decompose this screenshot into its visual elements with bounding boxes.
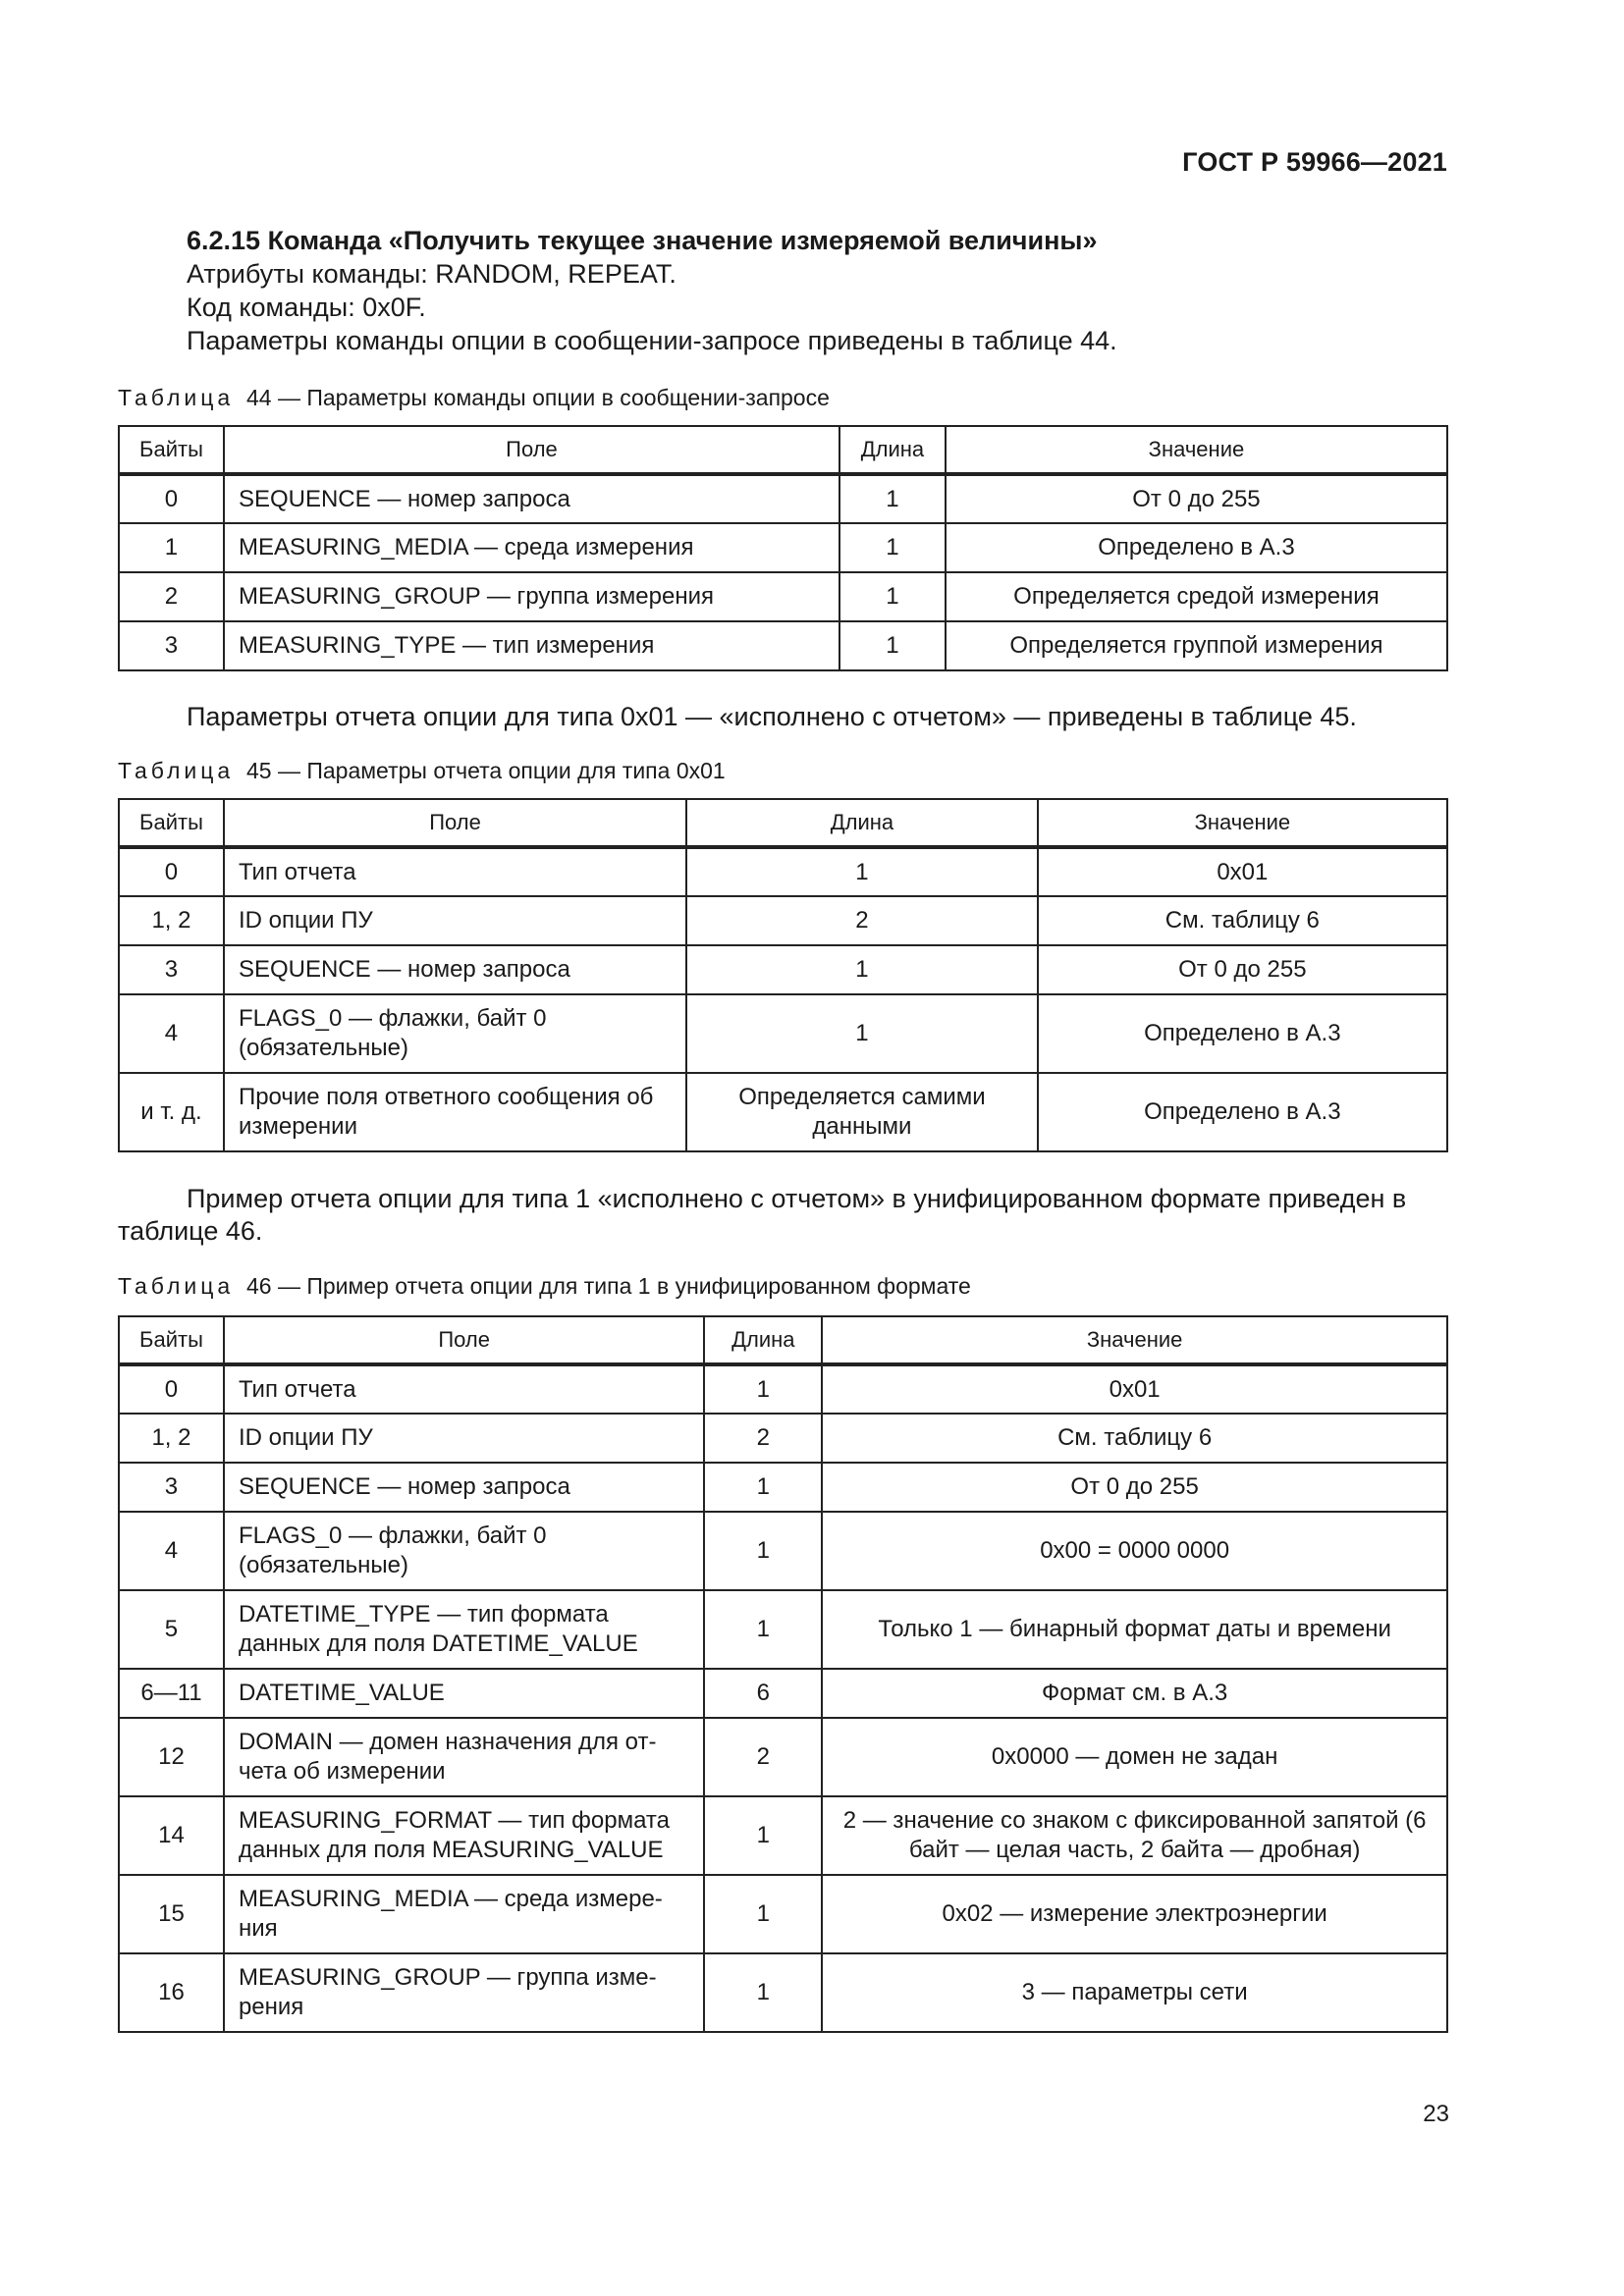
cell-length: 1	[839, 523, 946, 572]
table-row	[119, 1463, 1447, 1512]
cell-field: MEASURING_FORMAT — тип формата данных для поля MEASURING_VALUE	[224, 1796, 704, 1875]
table-row	[119, 847, 1447, 896]
cell-length: 1	[704, 1796, 822, 1875]
cell-length: 1	[704, 1875, 822, 1953]
cell-value: 0x01	[1038, 847, 1447, 896]
cell-bytes: 0	[119, 474, 224, 523]
table-row	[119, 1669, 1447, 1718]
cell-value: Определено в А.3	[946, 523, 1447, 572]
cell-bytes: 6—11	[119, 1669, 224, 1718]
table-header-row	[119, 1316, 1447, 1364]
cell-bytes: 0	[119, 847, 224, 896]
cell-value: От 0 до 255	[946, 474, 1447, 523]
table-row	[119, 1414, 1447, 1463]
table-row	[119, 1512, 1447, 1590]
cell-bytes: 14	[119, 1796, 224, 1875]
cell-value: Определено в А.3	[1038, 994, 1447, 1073]
section-line: Код команды: 0x0F.	[187, 293, 426, 322]
cell-bytes: 4	[119, 1512, 224, 1590]
cell-value: Формат см. в А.3	[822, 1669, 1447, 1718]
header-cell: Поле	[224, 799, 686, 847]
cell-field: Тип отчета	[224, 847, 686, 896]
cell-length: 1	[839, 572, 946, 621]
cell-length: 1	[704, 1364, 822, 1414]
header-cell: Байты	[119, 1316, 224, 1364]
cell-field: ID опции ПУ	[224, 1414, 704, 1463]
cell-bytes: 2	[119, 572, 224, 621]
cell-length: 1	[686, 994, 1038, 1073]
cell-length: 1	[704, 1590, 822, 1669]
cell-bytes: 3	[119, 621, 224, 670]
table-row	[119, 621, 1447, 670]
header-cell: Длина	[686, 799, 1038, 847]
table-header-row	[119, 799, 1447, 847]
cell-bytes: 0	[119, 1364, 224, 1414]
table-45	[118, 798, 1448, 1152]
table-46-caption	[118, 1273, 971, 1300]
cell-field: Прочие поля ответного сообщения об измерении	[224, 1073, 686, 1151]
table-44-caption	[118, 385, 830, 411]
cell-field: MEASURING_TYPE — тип измерения	[224, 621, 839, 670]
cell-field: Тип отчета	[224, 1364, 704, 1414]
table-row	[119, 1796, 1447, 1875]
table-row	[119, 1875, 1447, 1953]
section-6-2-15	[187, 224, 1453, 357]
table-row	[119, 474, 1447, 523]
cell-bytes: 15	[119, 1875, 224, 1953]
cell-bytes: 1, 2	[119, 1414, 224, 1463]
table-row	[119, 523, 1447, 572]
cell-length: 2	[704, 1414, 822, 1463]
paragraph-table-45-intro: Параметры отчета опции для типа 0x01 — «исполнено с отчетом» — приведены в таблице 45.	[187, 702, 1357, 731]
header-cell: Значение	[946, 426, 1447, 474]
cell-value: От 0 до 255	[1038, 945, 1447, 994]
cell-value: 0x01	[822, 1364, 1447, 1414]
cell-field: ID опции ПУ	[224, 896, 686, 945]
cell-length: 2	[686, 896, 1038, 945]
table-row	[119, 1590, 1447, 1669]
cell-field: DATETIME_TYPE — тип формата данных для поля DATETIME_VALUE	[224, 1590, 704, 1669]
section-title: 6.2.15 Команда «Получить текущее значение измеряемой величины»	[187, 226, 1098, 255]
caption-prefix: Таблица	[118, 1273, 235, 1299]
cell-field: MEASURING_MEDIA — среда измерения	[224, 523, 839, 572]
cell-field: DOMAIN — домен назначения для от-чета об измерении	[224, 1718, 704, 1796]
cell-length: 1	[686, 847, 1038, 896]
caption-text: 46 — Пример отчета опции для типа 1 в унифицированном формате	[245, 1273, 971, 1299]
cell-value: Определяется группой измерения	[946, 621, 1447, 670]
page-number: 23	[1423, 2101, 1449, 2127]
cell-field: FLAGS_0 — флажки, байт 0 (обязательные)	[224, 1512, 704, 1590]
cell-bytes: 5	[119, 1590, 224, 1669]
cell-length: 1	[686, 945, 1038, 994]
cell-length: 1	[704, 1953, 822, 2032]
cell-field: MEASURING_GROUP — группа измерения	[224, 572, 839, 621]
cell-bytes: 3	[119, 945, 224, 994]
cell-length: 6	[704, 1669, 822, 1718]
table-row	[119, 572, 1447, 621]
cell-value: 3 — параметры сети	[822, 1953, 1447, 2032]
cell-length: 1	[704, 1512, 822, 1590]
cell-field: MEASURING_MEDIA — среда измере-ния	[224, 1875, 704, 1953]
caption-text: 44 — Параметры команды опции в сообщении-запросе	[245, 385, 830, 410]
paragraph-table-46-intro: Пример отчета опции для типа 1 «исполнено с отчетом» в унифицированном формате приведен в таблице 46.	[118, 1184, 1407, 1246]
cell-value: 0x00 = 0000 0000	[822, 1512, 1447, 1590]
cell-length: 1	[704, 1463, 822, 1512]
cell-bytes: 1	[119, 523, 224, 572]
table-46	[118, 1315, 1448, 2033]
cell-length: Определяется самими данными	[686, 1073, 1038, 1151]
cell-value: 0x02 — измерение электроэнергии	[822, 1875, 1447, 1953]
header-cell: Поле	[224, 1316, 704, 1364]
cell-field: SEQUENCE — номер запроса	[224, 474, 839, 523]
cell-length: 1	[839, 474, 946, 523]
cell-value: См. таблицу 6	[822, 1414, 1447, 1463]
caption-prefix: Таблица	[118, 385, 235, 410]
cell-field: DATETIME_VALUE	[224, 1669, 704, 1718]
cell-length: 1	[839, 621, 946, 670]
cell-bytes: и т. д.	[119, 1073, 224, 1151]
cell-value: От 0 до 255	[822, 1463, 1447, 1512]
caption-prefix: Таблица	[118, 758, 235, 783]
document-header: ГОСТ Р 59966—2021	[1182, 147, 1447, 177]
cell-field: SEQUENCE — номер запроса	[224, 945, 686, 994]
cell-bytes: 4	[119, 994, 224, 1073]
cell-value: Определено в А.3	[1038, 1073, 1447, 1151]
header-cell: Поле	[224, 426, 839, 474]
section-line: Параметры команды опции в сообщении-запросе приведены в таблице 44.	[187, 326, 1117, 355]
table-row	[119, 896, 1447, 945]
cell-value: Определяется средой измерения	[946, 572, 1447, 621]
table-row	[119, 945, 1447, 994]
table-44	[118, 425, 1448, 671]
cell-field: SEQUENCE — номер запроса	[224, 1463, 704, 1512]
cell-bytes: 16	[119, 1953, 224, 2032]
cell-value: 2 — значение со знаком с фиксированной запятой (6 байт — целая часть, 2 байта — дробная)	[822, 1796, 1447, 1875]
table-header-row	[119, 426, 1447, 474]
header-cell: Байты	[119, 426, 224, 474]
table-row	[119, 1364, 1447, 1414]
header-cell: Значение	[1038, 799, 1447, 847]
table-45-caption	[118, 758, 726, 784]
cell-length: 2	[704, 1718, 822, 1796]
table-row	[119, 1073, 1447, 1151]
cell-bytes: 3	[119, 1463, 224, 1512]
cell-bytes: 12	[119, 1718, 224, 1796]
caption-text: 45 — Параметры отчета опции для типа 0x01	[245, 758, 726, 783]
table-row	[119, 1718, 1447, 1796]
table-row	[119, 994, 1447, 1073]
header-cell: Длина	[704, 1316, 822, 1364]
cell-value: См. таблицу 6	[1038, 896, 1447, 945]
table-row	[119, 1953, 1447, 2032]
header-cell: Длина	[839, 426, 946, 474]
cell-value: 0x0000 — домен не задан	[822, 1718, 1447, 1796]
cell-field: MEASURING_GROUP — группа изме-рения	[224, 1953, 704, 2032]
cell-field: FLAGS_0 — флажки, байт 0 (обязательные)	[224, 994, 686, 1073]
header-cell: Значение	[822, 1316, 1447, 1364]
cell-value: Только 1 — бинарный формат даты и времени	[822, 1590, 1447, 1669]
cell-bytes: 1, 2	[119, 896, 224, 945]
header-cell: Байты	[119, 799, 224, 847]
section-line: Атрибуты команды: RANDOM, REPEAT.	[187, 259, 677, 289]
